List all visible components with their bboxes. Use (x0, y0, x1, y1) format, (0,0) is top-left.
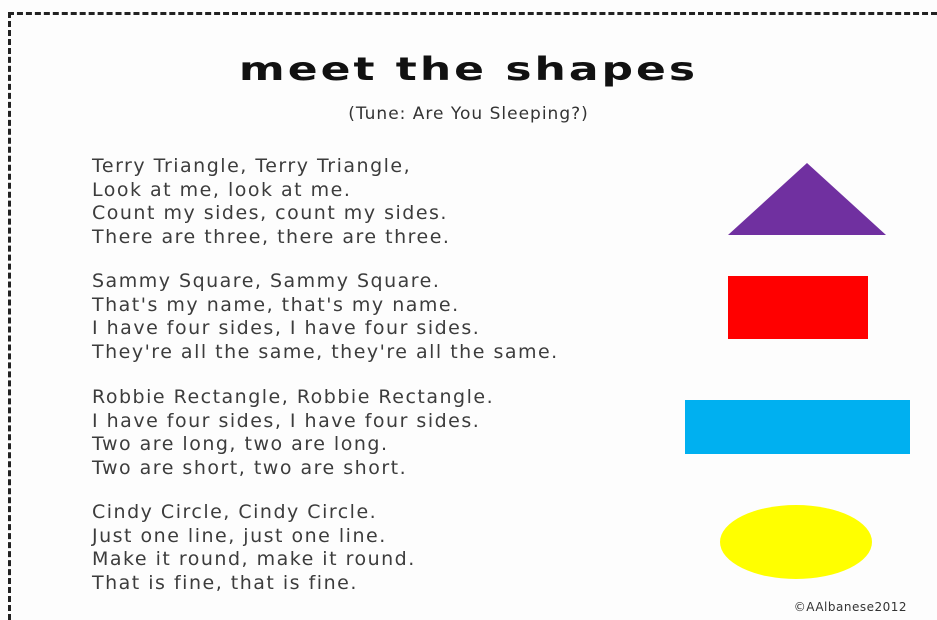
page-title: meet the shapes (238, 51, 699, 88)
poem-line: Terry Triangle, Terry Triangle, (92, 155, 412, 177)
purple-triangle-shape (728, 163, 886, 235)
page-subtitle: (Tune: Are You Sleeping?) (348, 104, 589, 124)
stanza-rectangle (92, 386, 494, 480)
dashed-border-top (8, 12, 937, 15)
copyright-text: ©AAlbanese2012 (793, 600, 907, 614)
blue-rectangle-shape (685, 400, 910, 454)
stanza-square (92, 270, 559, 364)
yellow-circle-shape (720, 505, 872, 579)
poem-line: There are three, there are three. (92, 225, 451, 248)
poem-line: That is fine, that is fine. (92, 571, 358, 594)
poem-line: I have four sides, I have four sides. (92, 317, 481, 339)
poem-line: Make it round, make it round. (92, 548, 416, 570)
stanza-triangle (92, 155, 450, 249)
poem-line: Count my sides, count my sides. (92, 202, 448, 224)
poem-line: Look at me, look at me. (92, 178, 352, 201)
poem-line: Sammy Square, Sammy Square. (92, 270, 441, 292)
poem-line: Two are long, two are long. (92, 433, 389, 455)
poem-line: Robbie Rectangle, Robbie Rectangle. (92, 386, 495, 408)
poem-line: I have four sides, I have four sides. (92, 409, 481, 432)
poem-line: They're all the same, they're all the same. (92, 340, 559, 363)
stanza-circle (92, 501, 416, 595)
poem-line: Two are short, two are short. (92, 456, 408, 479)
poem-line: Cindy Circle, Cindy Circle. (92, 501, 378, 523)
red-square-shape (728, 276, 868, 339)
poem-line: That's my name, that's my name. (92, 293, 460, 316)
poem-line: Just one line, just one line. (92, 524, 387, 547)
